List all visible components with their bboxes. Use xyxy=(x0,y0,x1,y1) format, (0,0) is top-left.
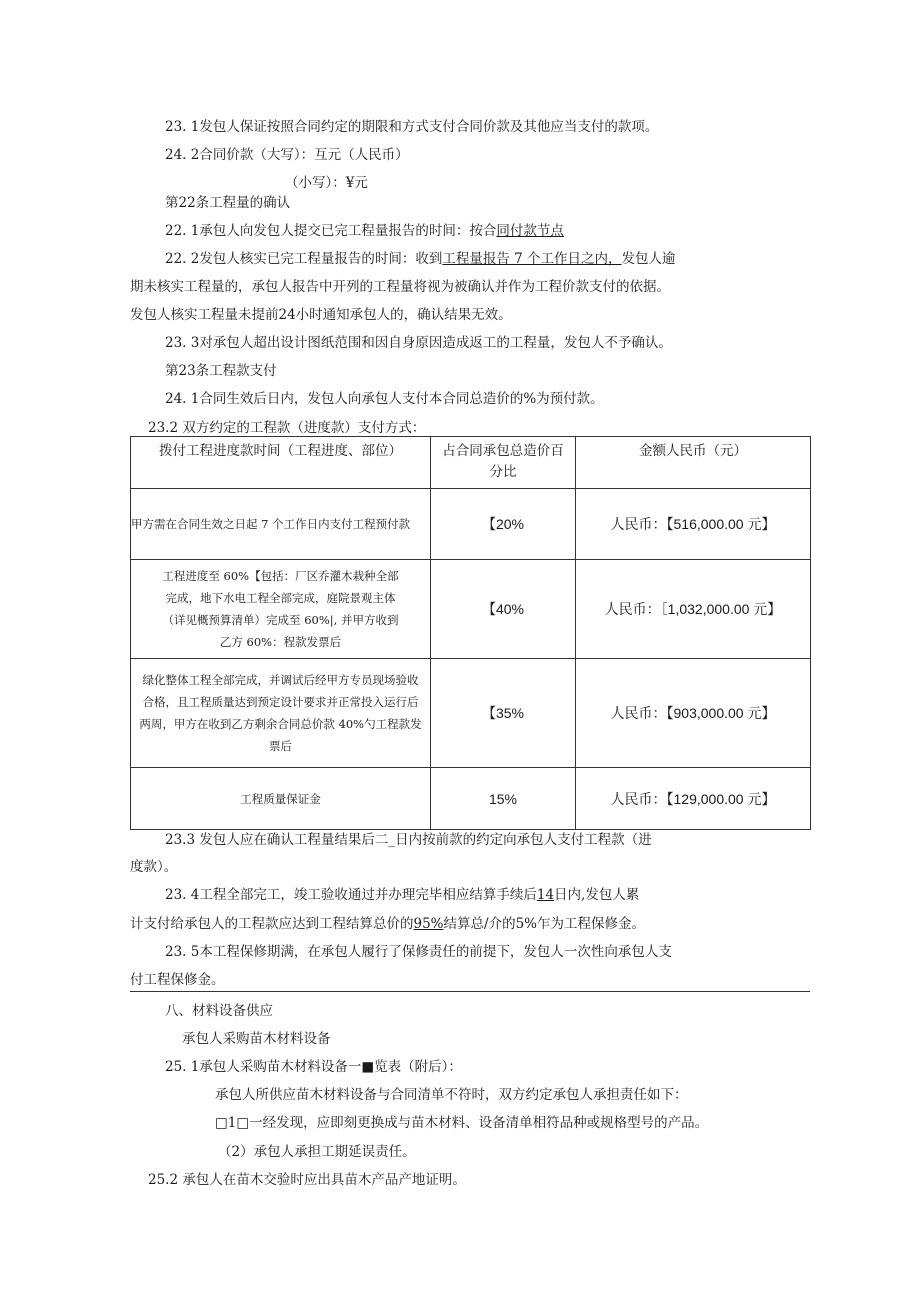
clause-23-3: 23. 3对承包人超出设计图纸范围和因自身原因造成返工的工程量，发包人不予确认。 xyxy=(165,335,672,351)
row4-desc xyxy=(131,768,431,830)
table-row xyxy=(131,560,811,659)
header-time: 拨付工程进度款时间（工程进度、部位） xyxy=(131,437,431,489)
table-row xyxy=(131,768,811,830)
clause-23-3b-cont: 度款）。 xyxy=(130,859,178,875)
row2-desc-line: 完成，地下水电工程全部完成，庭院景观主体 xyxy=(165,591,396,605)
clause-25-1-item2: （2）承包人承担工期延误责任。 xyxy=(218,1144,416,1160)
row2-desc-line: 工程进度至 60%【包括：厂区乔灌木栽种全部 xyxy=(162,569,399,583)
row3-desc-line: 合格，且工程质量达到预定设计要求并正常投入运行后 xyxy=(142,695,419,709)
row3-percent: 【35% xyxy=(431,659,576,768)
clause-23-4-cont-tail: 结算总/介的5%乍为工程保修金。 xyxy=(443,916,645,932)
payment-schedule-table xyxy=(130,436,811,830)
row2-desc-line: 乙方 60%：程款发票后 xyxy=(219,635,342,649)
row3-desc-line: 票后 xyxy=(269,739,292,753)
row3-amount: 人民币：【903,000.00 元】 xyxy=(576,659,811,768)
row2-percent: 【40% xyxy=(431,560,576,659)
clause-25-1-para: 承包人所供应苗木材料设备与合同清单不符时，双方约定承包人承担责任如下： xyxy=(215,1087,688,1103)
clause-23-4-tail: 日内,发包人累 xyxy=(554,887,640,903)
report-deadline-underlined: 工程量报告 7 个工作日之内， xyxy=(442,251,622,267)
row1-desc-line: 甲方需在合同生效之日起 7 个工作日内支付工程预付款 xyxy=(131,517,411,531)
clause-22-2 xyxy=(165,249,676,269)
table-row xyxy=(131,659,811,768)
clause-24-2: 24. 2合同价款（大写）：互元（人民币） xyxy=(165,147,409,163)
percent-underlined: 95% xyxy=(413,916,444,932)
row3-desc xyxy=(131,659,431,768)
section-divider xyxy=(130,991,810,992)
clause-23-4-cont xyxy=(130,914,645,934)
clause-22-1-text: 22. 1承包人向发包人提交已完工程量报告的时间：按合 xyxy=(165,223,497,239)
row2-desc xyxy=(131,560,431,659)
row3-desc-line: 绿化整体工程全部完成，并调试后经甲方专员现场验收 xyxy=(142,673,419,687)
table-row xyxy=(131,489,811,560)
header-amount: 金额人民币（元） xyxy=(576,437,811,489)
clause-23-4 xyxy=(165,885,639,905)
clause-23-2-heading: 23.2 双方约定的工程款（进度款）支付方式： xyxy=(148,420,426,436)
row1-desc xyxy=(131,489,431,560)
clause-25-1: 25. 1承包人采购苗木材料设备一■览表（附后）： xyxy=(165,1059,462,1075)
clause-23-1: 23. 1发包人保证按照合同约定的期限和方式支付合同价款及其他应当支付的款项。 xyxy=(165,119,659,135)
row1-amount: 人民币：【516,000.00 元】 xyxy=(576,489,811,560)
days-underlined: 14 xyxy=(536,887,555,903)
table-header-row xyxy=(131,437,811,489)
clause-24-1: 24. 1合同生效后日内，发包人向承包人支付本合同总造价的%为预付款。 xyxy=(165,391,604,407)
clause-23-4-cont-text: 计支付给承包人的工程款应达到工程结算总价的 xyxy=(130,916,414,932)
clause-25-2: 25.2 承包人在苗木交验时应出具苗木产品产地证明。 xyxy=(148,1172,466,1188)
article-23-title: 第23条工程款支付 xyxy=(165,363,277,379)
clause-22-1 xyxy=(165,221,564,241)
row1-percent: 【20% xyxy=(431,489,576,560)
section-8-title: 八、材料设备供应 xyxy=(165,1003,273,1019)
row4-desc-line: 工程质量保证金 xyxy=(240,791,321,806)
clause-22-2-text: 22. 2发包人核实已完工程量报告的时间：收到 xyxy=(165,251,443,267)
contract-price-small: （小写）：¥元 xyxy=(285,175,368,191)
payment-node-underlined: 同付款节点 xyxy=(496,223,564,239)
clause-22-2-cont2: 发包人核实工程量未提前24小时通知承包人的，确认结果无效。 xyxy=(130,307,512,323)
clause-22-2-cont1: 期未核实工程量的，承包人报告中开列的工程量将视为被确认并作为工程价款支付的依据。 xyxy=(130,279,670,295)
clause-23-5-cont: 付工程保修金。 xyxy=(130,972,225,988)
row4-percent: 15% xyxy=(431,768,576,830)
clause-23-4-text: 23. 4工程全部完工，竣工验收通过并办理完毕相应结算手续后 xyxy=(165,887,537,903)
article-22-title: 第22条工程量的确认 xyxy=(165,195,291,211)
row2-desc-line: （详见概预算清单）完成至 60%|, 并甲方收到 xyxy=(162,613,399,627)
clause-23-5: 23. 5本工程保修期满，在承包人履行了保修责任的前提下，发包人一次性向承包人支 xyxy=(165,944,672,960)
row4-amount: 人民币：【129,000.00 元】 xyxy=(576,768,811,830)
header-percent: 占合同承包总造价百分比 xyxy=(431,437,576,489)
row2-amount: 人民币：［1,032,000.00 元】 xyxy=(576,560,811,659)
row3-desc-line: 两周，甲方在收到乙方剩余合同总价款 40%勺工程款发 xyxy=(139,717,422,731)
clause-25-1-item1: □1□一经发现，应即刻更换成与苗木材料、设备清单相符品种或规格型号的产品。 xyxy=(215,1115,709,1131)
clause-23-3b: 23.3 发包人应在确认工程量结果后二_日内按前款的约定向承包人支付工程款（进 xyxy=(165,832,652,848)
subsection-title: 承包人采购苗木材料设备 xyxy=(182,1031,331,1047)
clause-22-2-tail: 发包人逾 xyxy=(621,251,676,267)
